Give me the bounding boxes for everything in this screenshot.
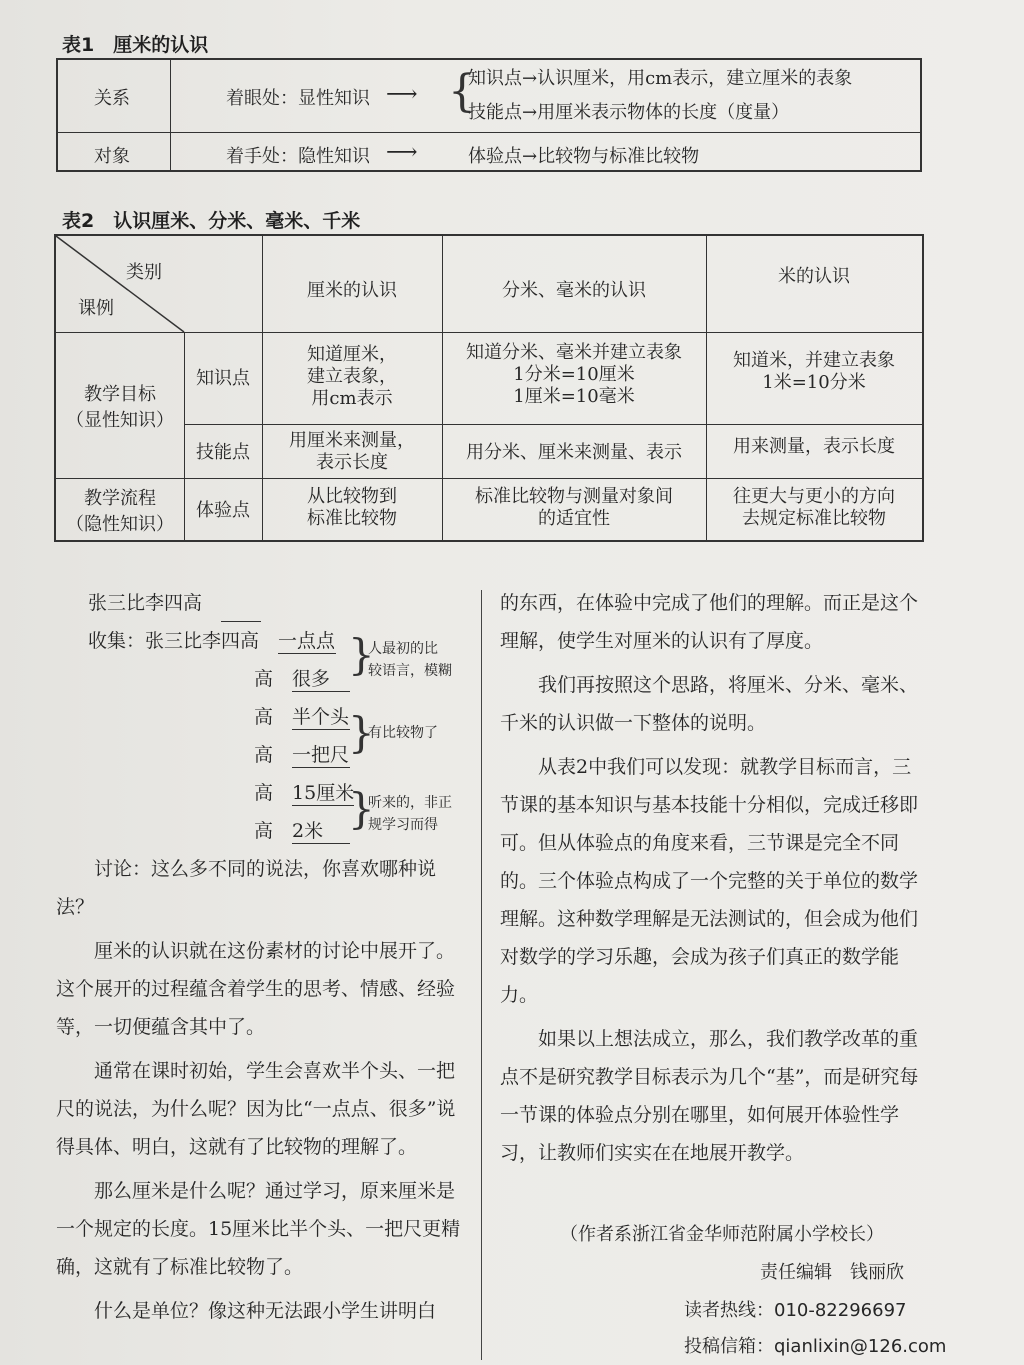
left-para-5: 什么是单位？像这种无法跟小学生讲明白 (94, 1300, 437, 1322)
table1-title: 表1 厘米的认识 (62, 34, 209, 56)
t2-corner-top: 类别 (126, 262, 162, 283)
t1-row1-focus: 着眼处：显性知识 (226, 88, 370, 109)
t2-col-header-2: 分米、毫米的认识 (502, 280, 646, 301)
t2-col-header-3: 米的认识 (778, 266, 850, 287)
t2-col-header-1: 厘米的认识 (307, 280, 397, 301)
t1-row1-arrow: ⟶ (386, 82, 418, 107)
exercise-question: 张三比李四高 (88, 592, 203, 614)
reader-hotline: 读者热线：010-82296697 (684, 1300, 907, 1321)
t2-group-process: 教学流程 （隐性知识） (66, 488, 174, 535)
t2-sub-experience: 体验点 (196, 500, 250, 521)
answer-4: 一把尺 (292, 744, 350, 766)
t1-brace: { (448, 66, 476, 117)
right-para-1: 的东西，在体验中完成了他们的理解。而正是这个理解，使学生对厘米的认识有了厚度。 (500, 592, 919, 652)
right-para-2: 我们再按照这个思路，将厘米、分米、毫米、千米的认识做一下整体的说明。 (500, 674, 919, 734)
column-divider (481, 590, 482, 1360)
brace-2: } (348, 708, 375, 757)
note-1: 人最初的比 较语言，模糊 (368, 641, 452, 679)
answer-1: 一点点 (278, 630, 336, 652)
t1-row2-arrow: ⟶ (386, 140, 418, 165)
t1-row2-point1: 体验点→比较物与标准比较物 (468, 146, 700, 167)
t2-cell-r1c3: 知道米，并建立表象 1米=10分米 (733, 350, 895, 393)
brace-1: } (348, 630, 375, 679)
t2-group-objectives: 教学目标 （显性知识） (66, 384, 174, 431)
note-3: 听来的，非正 规学习而得 (368, 795, 452, 833)
submission-email: 投稿信箱：qianlixin@126.com (684, 1336, 947, 1357)
answer-6: 2米 (292, 819, 350, 844)
t1-row1-point1: 知识点→认识厘米，用cm表示，建立厘米的表象 (468, 68, 853, 89)
t2-sub-skill: 技能点 (196, 442, 250, 463)
left-para-4: 那么厘米是什么呢？通过学习，原来厘米是一个规定的长度。15厘米比半个头、一把尺更精确，这就有了标准比较物了。 (56, 1180, 461, 1278)
t2-cell-r2c1: 用厘米来测量， 表示长度 (289, 430, 415, 473)
table1 (56, 58, 922, 172)
t2-cell-r3c3: 往更大与更小的方向 去规定标准比较物 (733, 486, 895, 529)
right-column (500, 584, 920, 1172)
table2-title: 表2 认识厘米、分米、毫米、千米 (62, 210, 361, 232)
left-para-1: 讨论：这么多不同的说法，你喜欢哪种说法？ (56, 858, 437, 918)
t2-cell-r1c1: 知道厘米， 建立表象， 用cm表示 (307, 344, 397, 409)
brace-3: } (348, 784, 375, 833)
right-para-3: 从表2中我们可以发现：就教学目标而言，三节课的基本知识与基本技能十分相似，完成迁移即可。但从体验点的角度来看，三节课是完全不同的。三个体验点构成了一个完整的关于单位的数学理解。这种数学理解是无法测试的，但会成为他们对数学的学习乐趣，会成为孩子们真正的数学能力。 (500, 756, 919, 1006)
answer-3: 半个头 (292, 706, 350, 728)
t2-cell-r1c2: 知道分米、毫米并建立表象 1分米=10厘米 1厘米=10毫米 (466, 342, 682, 407)
left-para-2: 厘米的认识就在这份素材的讨论中展开了。这个展开的过程蕴含着学生的思考、情感、经验等，一切便蕴含其中了。 (56, 940, 456, 1038)
answer-2: 很多 (292, 667, 350, 692)
left-column (56, 850, 468, 1330)
note-2: 有比较物了 (368, 725, 438, 741)
t1-row2-label: 对象 (94, 146, 130, 167)
t1-row2-focus: 着手处：隐性知识 (226, 146, 370, 167)
author-note: （作者系浙江省金华师范附属小学校长） (560, 1224, 884, 1245)
t2-cell-r3c1: 从比较物到 标准比较物 (307, 486, 397, 529)
exercise-block: 张三比李四高 收集：张三比李四高 一点点 高 很多 高 半个头 高 一把尺 高 15厘米 高 2米 (88, 592, 355, 842)
t2-cell-r2c3: 用来测量，表示长度 (733, 436, 895, 457)
t1-row1-label: 关系 (94, 88, 130, 109)
editor-line: 责任编辑 钱丽欣 (760, 1262, 904, 1283)
t2-cell-r2c2: 用分米、厘米来测量、表示 (466, 442, 682, 463)
collect-prefix: 收集：张三比李四高 (88, 630, 260, 652)
right-para-4: 如果以上想法成立，那么，我们教学改革的重点不是研究教学目标表示为几个“基”，而是研究每一节课的体验点分别在哪里，如何展开体验性学习，让教师们实实在在地展开教学。 (500, 1028, 919, 1164)
answer-5: 15厘米 (292, 782, 355, 804)
table2 (54, 234, 924, 542)
t2-cell-r3c2: 标准比较物与测量对象间 的适宜性 (475, 486, 673, 529)
t2-corner-bottom: 课例 (78, 298, 114, 319)
t2-sub-knowledge: 知识点 (196, 368, 250, 389)
answer-blank (221, 603, 261, 622)
left-para-3: 通常在课时初始，学生会喜欢半个头、一把尺的说法，为什么呢？因为比“一点点、很多”说得具体、明白，这就有了比较物的理解了。 (56, 1060, 456, 1158)
t1-row1-point2: 技能点→用厘米表示物体的长度（度量） (468, 102, 790, 123)
